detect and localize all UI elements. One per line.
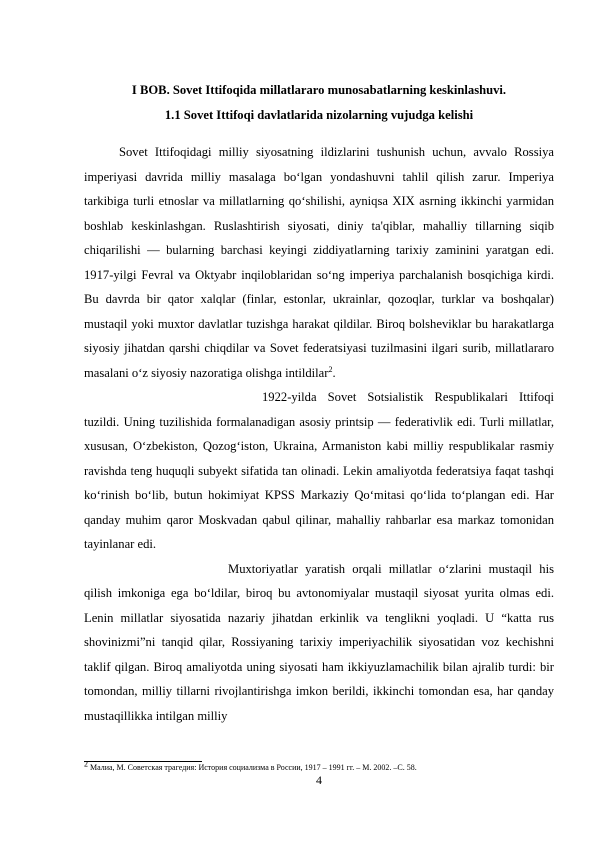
page-number: 4 (316, 773, 322, 787)
paragraph-1-text: Sovet Ittifoqidagi milliy siyosatning ildizlarini tushunish uchun, avvalo Rossiya imperiyasi davrida milliy masalaga bo‘lgan yondashuvni tahlil qilish zarur. Imperiya tarkibiga turli etnoslar va millatlarning qo‘shilishi, ayniqsa XIX asrning ikkinchi yarmidan boshlab keskinlashgan. Ruslashtirish siyosati, diniy ta'qiblar, mahalliy tillarning siqib chiqarilishi — bularning barchasi keyingi ziddiyatlarning tarixiy zaminini yaratgan edi. 1917-yilgi Fevral va Oktyabr inqiloblaridan so‘ng imperiya parchalanish bosqichiga kirdi. Bu davrda bir qator xalqlar (finlar, estonlar, ukrainlar, qozoqlar, turklar va boshqalar) mustaqil yoki muxtor davlatlar tuzishga harakat qildilar. Biroq bolsheviklar bu harakatlarga siyosiy jihatdan qarshi chiqdilar va Sovet federatsiyasi tuzilmasini ilgari surib, millatlararo masalani o‘z siyosiy nazoratiga olishga intildilar (84, 145, 554, 380)
paragraph-3: Muxtoriyatlar yaratish orqali millatlar o‘zlarini mustaqil his qilish imkoniga ega bo‘ldilar, biroq bu avtonomiyalar mustaqil siyosat yurita olmas edi. Lenin millatlar siyosatida nazariy jihatdan erkinlik va tenglikni yoqladi. U “katta rus shovinizmi”ni tanqid qilar, Rossiyaning tarixiy imperiyachilik siyosatidan voz kechishni taklif qilgan. Biroq amaliyotda uning siyosati ham ikkiyuzlamachilik bilan ajralib turdi: bir tomondan, milliy tillarni rivojlantirishga imkon berildi, ikkinchi tomondan esa, har qanday mustaqillikka intilgan milliy (84, 561, 554, 723)
paragraph-2: 1922-yilda Sovet Sotsialistik Respublikalari Ittifoqi tuzildi. Uning tuzilishida formalanadigan asosiy printsip — federativlik edi. Turli millatlar, xususan, O‘zbekiston, Qozog‘iston, Ukraina, Armaniston kabi milliy respublikalar rasmiy ravishda teng huquqli subyekt sifatida tan olinadi. Lekin amaliyotda federatsiya faqat tashqi ko‘rinish bo‘lib, butun hokimiyat KPSS Markaziy Qo‘mitasi qo‘lida to‘plangan edi. Har qanday muhim qaror Moskvadan qabul qilinar, mahalliy rahbarlar esa markaz tomonidan tayinlanar edi. (84, 390, 554, 551)
footnote-divider (84, 761, 202, 762)
paragraph-1-end: . (332, 365, 336, 380)
paragraph-1 (84, 140, 554, 385)
body-text (84, 140, 554, 728)
footnote-number: 2 (84, 759, 88, 769)
footnote-reference[interactable]: 2 (328, 364, 333, 374)
footnote-text: Малиа, М. Советская трагедия: История социализма в России, 1917 – 1991 гг. – М. 2002. –С. 58. (90, 763, 417, 772)
chapter-title: I BOB. Sovet Ittifoqida millatlararo munosabatlarning keskinlashuvi. (131, 83, 507, 97)
section-title: 1.1 Sovet Ittifoqi davlatlarida nizolarning vujudga kelishi (164, 108, 474, 122)
footnote (84, 759, 554, 773)
